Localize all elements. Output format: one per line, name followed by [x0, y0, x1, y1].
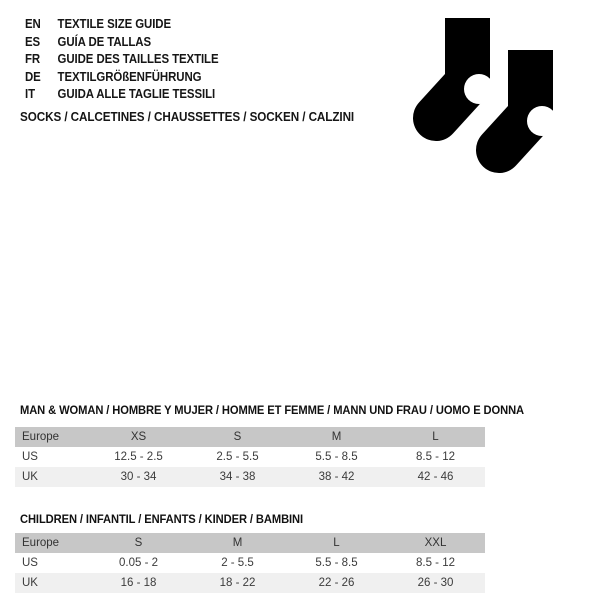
language-row-fr [25, 50, 219, 68]
category-title: SOCKS / CALCETINES / CHAUSSETTES / SOCKEN / CALZINI [20, 109, 355, 124]
size-cell: 38 - 42 [318, 471, 355, 483]
col-header-xxl: XXL [424, 537, 447, 549]
size-table [15, 533, 485, 593]
size-cell: 5.5 - 8.5 [315, 451, 358, 463]
language-row-it [25, 85, 219, 103]
table-row-uk [15, 573, 485, 593]
language-list [25, 15, 245, 103]
children-size-table [15, 511, 485, 593]
size-cell: 42 - 46 [417, 471, 454, 483]
size-cell: 2.5 - 5.5 [216, 451, 259, 463]
language-code: EN [25, 16, 41, 32]
size-cell: 8.5 - 12 [416, 451, 455, 463]
table-row-us [15, 447, 485, 467]
socks-icon [400, 10, 580, 185]
language-code: IT [25, 86, 35, 102]
language-code: DE [25, 68, 41, 84]
col-header-l: L [333, 537, 340, 549]
size-cell: 30 - 34 [120, 471, 157, 483]
language-row-en [25, 15, 219, 33]
size-cell: 2 - 5.5 [221, 557, 254, 569]
col-header-m: M [232, 537, 243, 549]
row-label: US [22, 451, 38, 463]
col-header-s: S [233, 431, 242, 443]
language-row-de [25, 68, 219, 86]
language-label: TEXTILGRÖßENFÜHRUNG [57, 68, 202, 84]
size-cell: 34 - 38 [219, 471, 256, 483]
col-header-l: L [432, 431, 439, 443]
language-code: ES [25, 33, 41, 49]
language-label: TEXTILE SIZE GUIDE [57, 16, 172, 32]
size-cell: 12.5 - 2.5 [114, 451, 163, 463]
size-table [15, 427, 485, 487]
table-title: MAN & WOMAN / HOMBRE Y MUJER / HOMME ET FEMME / MANN UND FRAU / UOMO E DONNA [20, 403, 525, 417]
size-cell: 16 - 18 [120, 577, 157, 589]
col-header-m: M [331, 431, 342, 443]
sock-back [436, 18, 494, 118]
size-cell: 5.5 - 8.5 [315, 557, 358, 569]
language-code: FR [25, 51, 41, 67]
table-header-row [15, 533, 485, 553]
size-cell: 8.5 - 12 [416, 557, 455, 569]
col-header-s: S [134, 537, 143, 549]
language-label: GUIDA ALLE TAGLIE TESSILI [57, 86, 216, 102]
size-cell: 18 - 22 [219, 577, 256, 589]
sock-front [499, 50, 557, 150]
col-header-europe: Europe [22, 431, 60, 443]
language-label: GUÍA DE TALLAS [57, 33, 152, 49]
row-label: US [22, 557, 38, 569]
table-row-us [15, 553, 485, 573]
size-cell: 22 - 26 [318, 577, 355, 589]
row-label: UK [22, 471, 38, 483]
row-label: UK [22, 577, 38, 589]
table-row-uk [15, 467, 485, 487]
language-label: GUIDE DES TAILLES TEXTILE [57, 51, 219, 67]
table-header-row [15, 427, 485, 447]
size-cell: 0.05 - 2 [119, 557, 158, 569]
man-woman-size-table [15, 402, 525, 487]
col-header-europe: Europe [22, 537, 60, 549]
language-row-es [25, 33, 219, 51]
col-header-xs: XS [130, 431, 147, 443]
size-cell: 26 - 30 [417, 577, 454, 589]
table-title: CHILDREN / INFANTIL / ENFANTS / KINDER / BAMBINI [20, 512, 304, 526]
